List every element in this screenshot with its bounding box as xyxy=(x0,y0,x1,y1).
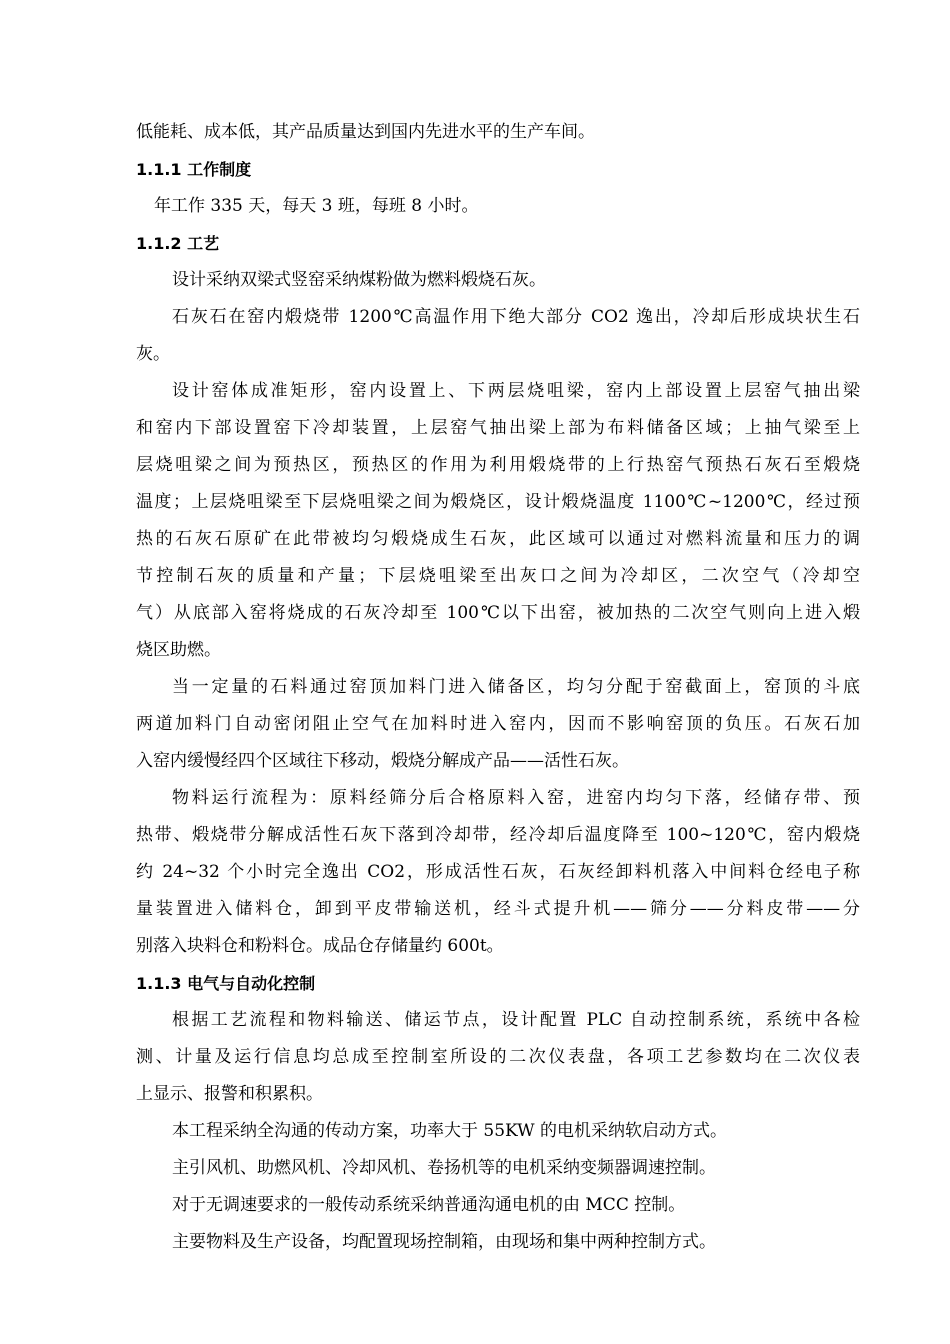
paragraph-line: 主引风机、助燃风机、冷却风机、卷扬机等的电机采纳变频器调速控制。 xyxy=(172,1158,716,1178)
section-heading-electrical-automation: 1.1.3 电气与自动化控制 xyxy=(136,974,316,993)
paragraph-line: 别落入块料仓和粉料仓。成品仓存储量约 600t。 xyxy=(136,936,504,956)
paragraph-line: 层烧咀梁之间为预热区，预热区的作用为利用煅烧带的上行热窑气预热石灰石至煅烧 xyxy=(136,455,860,475)
paragraph-line: 石灰石在窑内煅烧带 1200℃高温作用下绝大部分 CO2 逸出，冷却后形成块状生石 xyxy=(172,307,860,327)
document-body xyxy=(136,114,860,1261)
paragraph-line: 量装置进入储料仓，卸到平皮带输送机，经斗式提升机——筛分——分料皮带——分 xyxy=(136,899,860,919)
section-heading-process: 1.1.2 工艺 xyxy=(136,234,220,253)
paragraph-line: 上显示、报警和积累积。 xyxy=(136,1084,323,1104)
paragraph-line: 设计窑体成准矩形，窑内设置上、下两层烧咀梁，窑内上部设置上层窑气抽出梁 xyxy=(172,381,860,401)
paragraph-line: 主要物料及生产设备，均配置现场控制箱，由现场和集中两种控制方式。 xyxy=(172,1232,716,1252)
paragraph-line: 热的石灰石原矿在此带被均匀煅烧成生石灰，此区域可以通过对燃料流量和压力的调 xyxy=(136,529,860,549)
paragraph-line: 灰。 xyxy=(136,344,170,364)
paragraph-line: 当一定量的石料通过窑顶加料门进入储备区，均匀分配于窑截面上，窑顶的斗底 xyxy=(172,677,860,697)
paragraph-line: 入窑内缓慢经四个区域往下移动，煅烧分解成产品——活性石灰。 xyxy=(136,751,629,771)
paragraph-line: 温度；上层烧咀梁至下层烧咀梁之间为煅烧区，设计煅烧温度 1100℃~1200℃，经过预 xyxy=(136,492,860,512)
paragraph-line: 节控制石灰的质量和产量；下层烧咀梁至出灰口之间为冷却区，二次空气（冷却空 xyxy=(136,566,860,586)
paragraph-line: 年工作 335 天，每天 3 班，每班 8 小时。 xyxy=(154,196,479,216)
paragraph-line: 设计采纳双梁式竖窑采纳煤粉做为燃料煅烧石灰。 xyxy=(172,270,546,290)
paragraph-line: 约 24~32 个小时完全逸出 CO2，形成活性石灰，石灰经卸料机落入中间料仓经电子称 xyxy=(136,862,860,882)
paragraph-line: 测、计量及运行信息均总成至控制室所设的二次仪表盘，各项工艺参数均在二次仪表 xyxy=(136,1047,860,1067)
paragraph-line: 物料运行流程为：原料经筛分后合格原料入窑，进窑内均匀下落，经储存带、预 xyxy=(172,788,860,808)
paragraph-line: 气）从底部入窑将烧成的石灰冷却至 100℃以下出窑，被加热的二次空气则向上进入煅 xyxy=(136,603,860,623)
section-heading-work-schedule: 1.1.1 工作制度 xyxy=(136,160,252,179)
paragraph-line: 和窑内下部设置窑下冷却装置，上层窑气抽出梁上部为布料储备区域；上抽气梁至上 xyxy=(136,418,860,438)
paragraph-line: 烧区助燃。 xyxy=(136,640,221,660)
paragraph-line: 对于无调速要求的一般传动系统采纳普通沟通电机的由 MCC 控制。 xyxy=(172,1195,686,1215)
paragraph-line: 低能耗、成本低，其产品质量达到国内先进水平的生产车间。 xyxy=(136,122,595,142)
paragraph-line: 两道加料门自动密闭阻止空气在加料时进入窑内，因而不影响窑顶的负压。石灰石加 xyxy=(136,714,860,734)
paragraph-line: 本工程采纳全沟通的传动方案，功率大于 55KW 的电机采纳软启动方式。 xyxy=(172,1121,728,1141)
paragraph-line: 根据工艺流程和物料输送、储运节点，设计配置 PLC 自动控制系统，系统中各检 xyxy=(172,1010,860,1030)
paragraph-line: 热带、煅烧带分解成活性石灰下落到冷却带，经冷却后温度降至 100~120℃，窑内煅烧 xyxy=(136,825,860,845)
